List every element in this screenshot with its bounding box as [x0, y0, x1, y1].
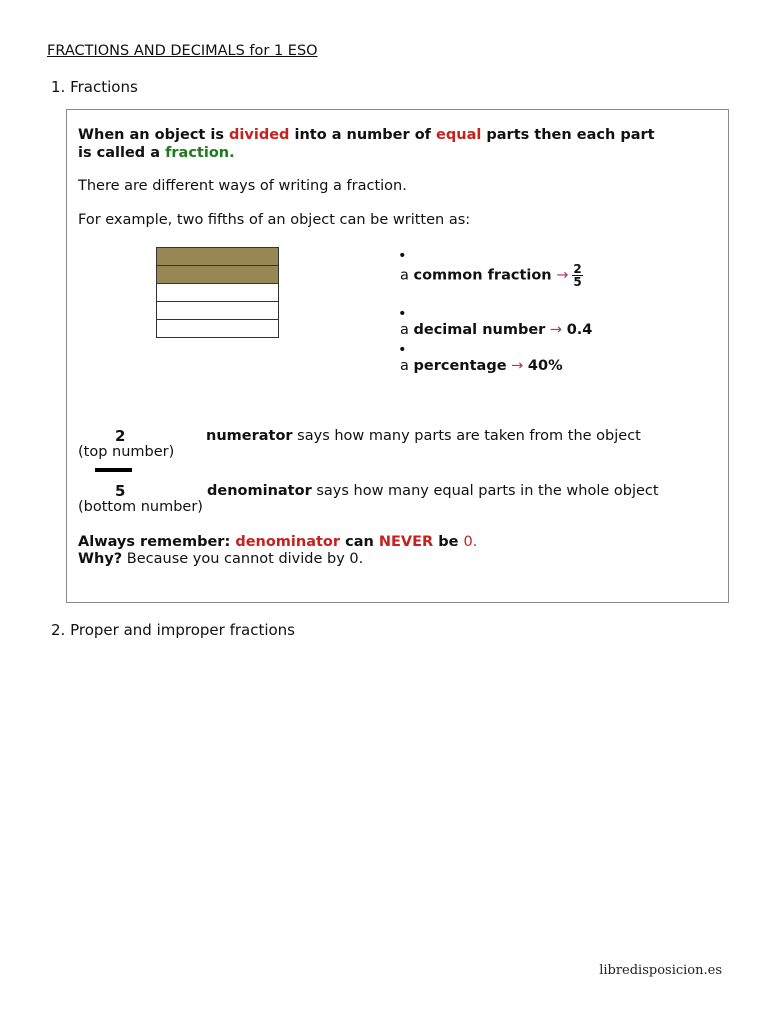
example-text: For example, two fifths of an object can be written as: — [78, 212, 471, 228]
why-line — [78, 551, 363, 567]
remember-never: NEVER — [378, 534, 434, 550]
section-heading-proper-improper — [51, 621, 295, 639]
remember-lead: Always remember: — [78, 534, 236, 550]
remember-line — [78, 534, 477, 550]
bar-part-empty — [156, 320, 279, 338]
remember-be: be — [433, 534, 464, 550]
bar-part-filled — [156, 266, 279, 284]
bullet-prefix: a — [400, 267, 414, 284]
bullet-percentage — [400, 358, 563, 374]
fraction-line — [95, 468, 132, 472]
numerator-digit: 2 — [115, 427, 126, 445]
footer-source: libredisposicion.es — [599, 963, 722, 978]
section-number: 1. — [51, 78, 66, 96]
definition-part: into a number of — [289, 127, 437, 143]
bullet-decimal-number — [400, 322, 592, 338]
bullet-label: common fraction — [413, 267, 552, 284]
why-lead: Why? — [78, 551, 123, 567]
arrow-icon: → — [511, 358, 524, 374]
remember-mid: can — [340, 534, 379, 550]
bullet-label: decimal number — [413, 322, 546, 338]
arrow-icon: → — [549, 322, 563, 338]
section-number: 2. — [51, 621, 66, 639]
bar-part-filled — [156, 247, 279, 266]
denominator-term: denominator — [207, 483, 312, 499]
remember-term: denominator — [235, 534, 341, 550]
definition-keyword-fraction: fraction. — [165, 145, 235, 161]
bullet-icon: • — [398, 306, 407, 322]
denominator-note: (bottom number) — [78, 499, 203, 515]
section-label: Proper and improper fractions — [70, 621, 295, 639]
fraction-numerator: 2 — [573, 262, 582, 276]
denominator-explanation — [207, 483, 659, 499]
ways-text: There are different ways of writing a fraction. — [78, 178, 407, 194]
denominator-digit: 5 — [115, 482, 126, 500]
definition-part: is called a — [78, 145, 166, 161]
definition-keyword-divided: divided — [229, 127, 290, 143]
numerator-term: numerator — [206, 428, 293, 444]
decimal-value: 0.4 — [566, 322, 593, 338]
bullet-icon: • — [398, 342, 407, 358]
bullet-common-fraction — [400, 263, 583, 288]
why-text: Because you cannot divide by 0. — [122, 551, 364, 567]
bullet-label: percentage — [413, 358, 507, 374]
denominator-desc: says how many equal parts in the whole object — [311, 483, 659, 499]
bar-part-empty — [156, 302, 279, 320]
section-label: Fractions — [70, 78, 138, 96]
arrow-icon: → — [556, 267, 569, 284]
fraction-bar-diagram — [156, 247, 279, 338]
definition-text — [78, 126, 655, 162]
numerator-explanation — [206, 428, 641, 444]
bullet-icon: • — [398, 248, 407, 264]
bar-part-empty — [156, 284, 279, 302]
fraction-denominator: 5 — [573, 275, 582, 289]
definition-part: When an object is — [78, 127, 230, 143]
bullet-prefix: a — [400, 322, 414, 338]
definition-part: parts then each part — [481, 127, 655, 143]
page-title: FRACTIONS AND DECIMALS for 1 ESO — [47, 43, 318, 59]
common-fraction-value — [572, 263, 582, 288]
percentage-value: 40% — [527, 358, 563, 374]
numerator-note: (top number) — [78, 444, 175, 460]
section-heading-fractions — [51, 78, 138, 96]
remember-zero: 0. — [463, 534, 478, 550]
bullet-prefix: a — [400, 358, 414, 374]
numerator-desc: says how many parts are taken from the object — [292, 428, 641, 444]
definition-keyword-equal: equal — [436, 127, 482, 143]
